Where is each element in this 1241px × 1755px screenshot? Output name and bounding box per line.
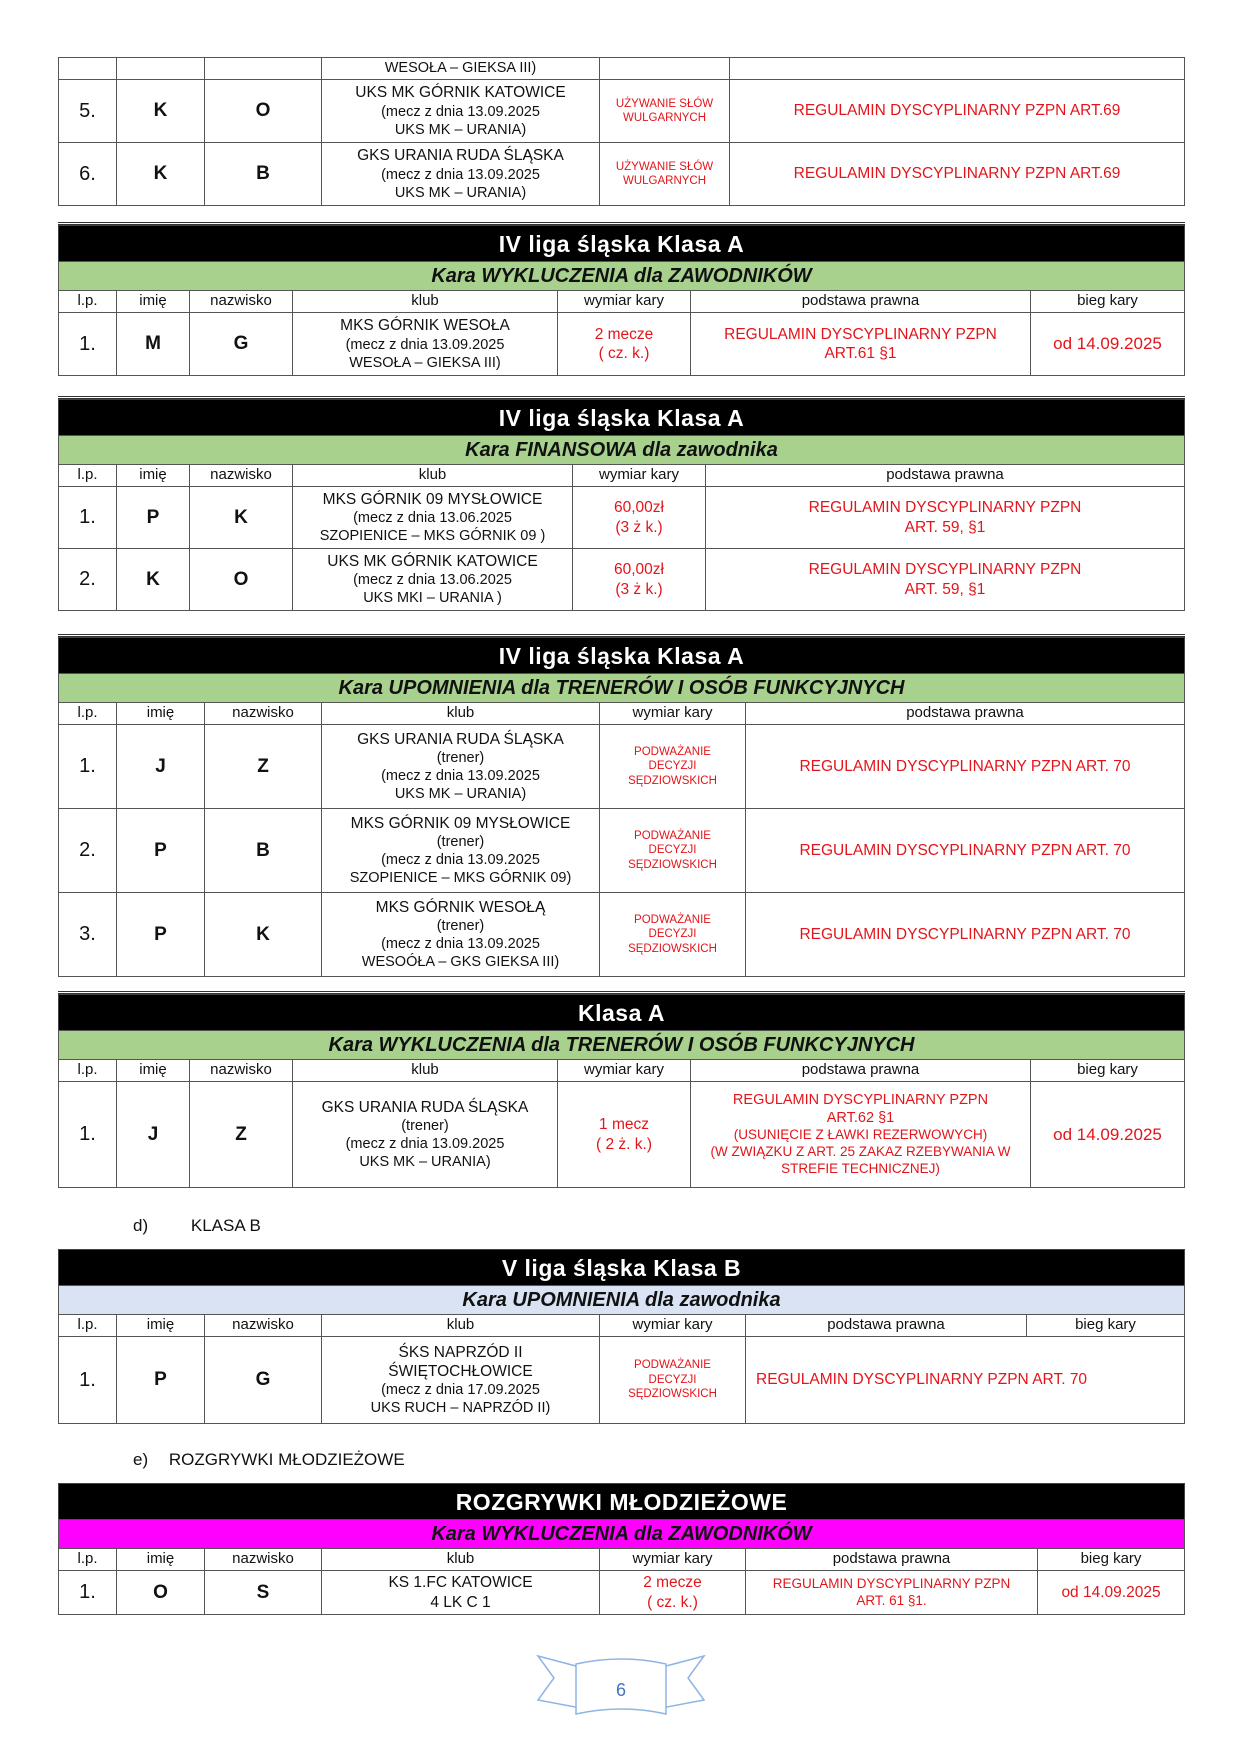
- top-continuation-table: [58, 57, 1185, 206]
- section-subtitle: Kara WYKLUCZENIA dla ZAWODNIKÓW: [58, 261, 1185, 290]
- table-row: 1. P K MKS GÓRNIK 09 MYSŁOWICE (mecz z dnia 13.06.2025 SZOPIENICE – MKS GÓRNIK 09 ) 60,00zł (3 ż k.) REGULAMIN DYSCYPLINARNY PZPN ART. 59, §1: [59, 487, 1185, 549]
- lp-cell: 5.: [59, 80, 117, 143]
- last-name-cell: B: [205, 143, 322, 206]
- section-financial-player: [58, 396, 1185, 611]
- table-row: 1. O S KS 1.FC KATOWICE 4 LK C 1 2 mecze ( cz. k.) REGULAMIN DYSCYPLINARNY PZPN ART. 61 §1. od 14.09.2025: [59, 1571, 1185, 1615]
- section-exclusion-players-iv-liga: [58, 222, 1185, 376]
- section-title: V liga śląska Klasa B: [58, 1249, 1185, 1285]
- section-warning-coaches: [58, 634, 1185, 977]
- table-row: 3. P K MKS GÓRNIK WESOŁĄ (trener) (mecz z dnia 13.09.2025 WESOÓŁA – GKS GIEKSA III) PODWAŻANIE DECYZJI SĘDZIOWSKICH REGULAMIN DYSCYPLINARNY PZPN ART. 70: [59, 893, 1185, 977]
- section-warning-player-klasa-b: [58, 1249, 1185, 1424]
- table-row: [59, 143, 1185, 206]
- section-subtitle: Kara FINANSOWA dla zawodnika: [58, 435, 1185, 464]
- table-row: 2. P B MKS GÓRNIK 09 MYSŁOWICE (trener) (mecz z dnia 13.09.2025 SZOPIENICE – MKS GÓRNIK 09) PODWAŻANIE DECYZJI SĘDZIOWSKICH REGULAMIN DYSCYPLINARNY PZPN ART. 70: [59, 809, 1185, 893]
- section-title: ROZGRYWKI MŁODZIEŻOWE: [58, 1483, 1185, 1519]
- table-header: l.p. imię nazwisko klub wymiar kary podstawa prawna bieg kary: [59, 1549, 1185, 1571]
- penalty-cell: UŻYWANIE SŁÓW WULGARNYCH: [600, 80, 730, 143]
- table-row: 1. P G ŚKS NAPRZÓD II ŚWIĘTOCHŁOWICE (mecz z dnia 17.09.2025 UKS RUCH – NAPRZÓD II) PODWAŻANIE DECYZJI SĘDZIOWSKICH REGULAMIN DYSCYPLINARNY PZPN ART. 70: [59, 1337, 1185, 1424]
- section-title: IV liga śląska Klasa A: [58, 399, 1185, 435]
- section-title: Klasa A: [58, 994, 1185, 1030]
- first-name-cell: K: [117, 143, 205, 206]
- legal-basis-cell: REGULAMIN DYSCYPLINARNY PZPN ART.69: [730, 143, 1185, 206]
- club-cell: WESOŁA – GIEKSA III): [322, 58, 600, 80]
- page-number: 6: [615, 1680, 626, 1700]
- section-subtitle: Kara UPOMNIENIA dla TRENERÓW I OSÓB FUNKCYJNYCH: [58, 673, 1185, 702]
- section-subtitle: Kara WYKLUCZENIA dla TRENERÓW I OSÓB FUNKCYJNYCH: [58, 1030, 1185, 1059]
- penalty-cell: UŻYWANIE SŁÓW WULGARNYCH: [600, 143, 730, 206]
- table-header: l.p. imię nazwisko klub wymiar kary podstawa prawna bieg kary: [59, 1060, 1185, 1082]
- section-title: IV liga śląska Klasa A: [58, 225, 1185, 261]
- section-title: IV liga śląska Klasa A: [58, 637, 1185, 673]
- table-row: 1. J Z GKS URANIA RUDA ŚLĄSKA (trener) (mecz z dnia 13.09.2025 UKS MK – URANIA) 1 mecz ( 2 ż. k.) REGULAMIN DYSCYPLINARNY PZPN ART.62 §1 (USUNIĘCIE Z ŁAWKI REZERWOWYCH) (W ZWIĄZKU Z ART. 25 ZAKAZ RZEBYWANIA W STREFIE TECHNICZNEJ) od 14.09.2025: [59, 1082, 1185, 1188]
- table-header: l.p. imię nazwisko klub wymiar kary podstawa prawna bieg kary: [59, 1315, 1185, 1337]
- table-header: l.p. imię nazwisko klub wymiar kary podstawa prawna: [59, 465, 1185, 487]
- lp-cell: 6.: [59, 143, 117, 206]
- section-subtitle: Kara UPOMNIENIA dla zawodnika: [58, 1285, 1185, 1314]
- table-row: [59, 80, 1185, 143]
- last-name-cell: O: [205, 80, 322, 143]
- subsection-label-d: d) KLASA B: [133, 1216, 261, 1235]
- subsection-label-e: e) ROZGRYWKI MŁODZIEŻOWE: [133, 1450, 405, 1469]
- section-exclusion-youth: [58, 1483, 1185, 1615]
- club-cell: UKS MK GÓRNIK KATOWICE (mecz z dnia 13.09.2025 UKS MK – URANIA): [322, 80, 600, 143]
- page-number-ribbon: [536, 1652, 706, 1718]
- table-row: 2. K O UKS MK GÓRNIK KATOWICE (mecz z dnia 13.06.2025 UKS MKI – URANIA ) 60,00zł (3 ż k.) REGULAMIN DYSCYPLINARNY PZPN ART. 59, §1: [59, 549, 1185, 611]
- table-row: 1. M G MKS GÓRNIK WESOŁA (mecz z dnia 13.09.2025 WESOŁA – GIEKSA III) 2 mecze ( cz. k.) REGULAMIN DYSCYPLINARNY PZPN ART.61 §1 od 14.09.2025: [59, 313, 1185, 376]
- first-name-cell: K: [117, 80, 205, 143]
- table-header: l.p. imię nazwisko klub wymiar kary podstawa prawna: [59, 703, 1185, 725]
- table-row: 1. J Z GKS URANIA RUDA ŚLĄSKA (trener) (mecz z dnia 13.09.2025 UKS MK – URANIA) PODWAŻANIE DECYZJI SĘDZIOWSKICH REGULAMIN DYSCYPLINARNY PZPN ART. 70: [59, 725, 1185, 809]
- club-cell: GKS URANIA RUDA ŚLĄSKA (mecz z dnia 13.09.2025 UKS MK – URANIA): [322, 143, 600, 206]
- legal-basis-cell: REGULAMIN DYSCYPLINARNY PZPN ART.69: [730, 80, 1185, 143]
- section-exclusion-coaches-klasa-a: [58, 991, 1185, 1188]
- table-header: l.p. imię nazwisko klub wymiar kary podstawa prawna bieg kary: [59, 291, 1185, 313]
- section-subtitle: Kara WYKLUCZENIA dla ZAWODNIKÓW: [58, 1519, 1185, 1548]
